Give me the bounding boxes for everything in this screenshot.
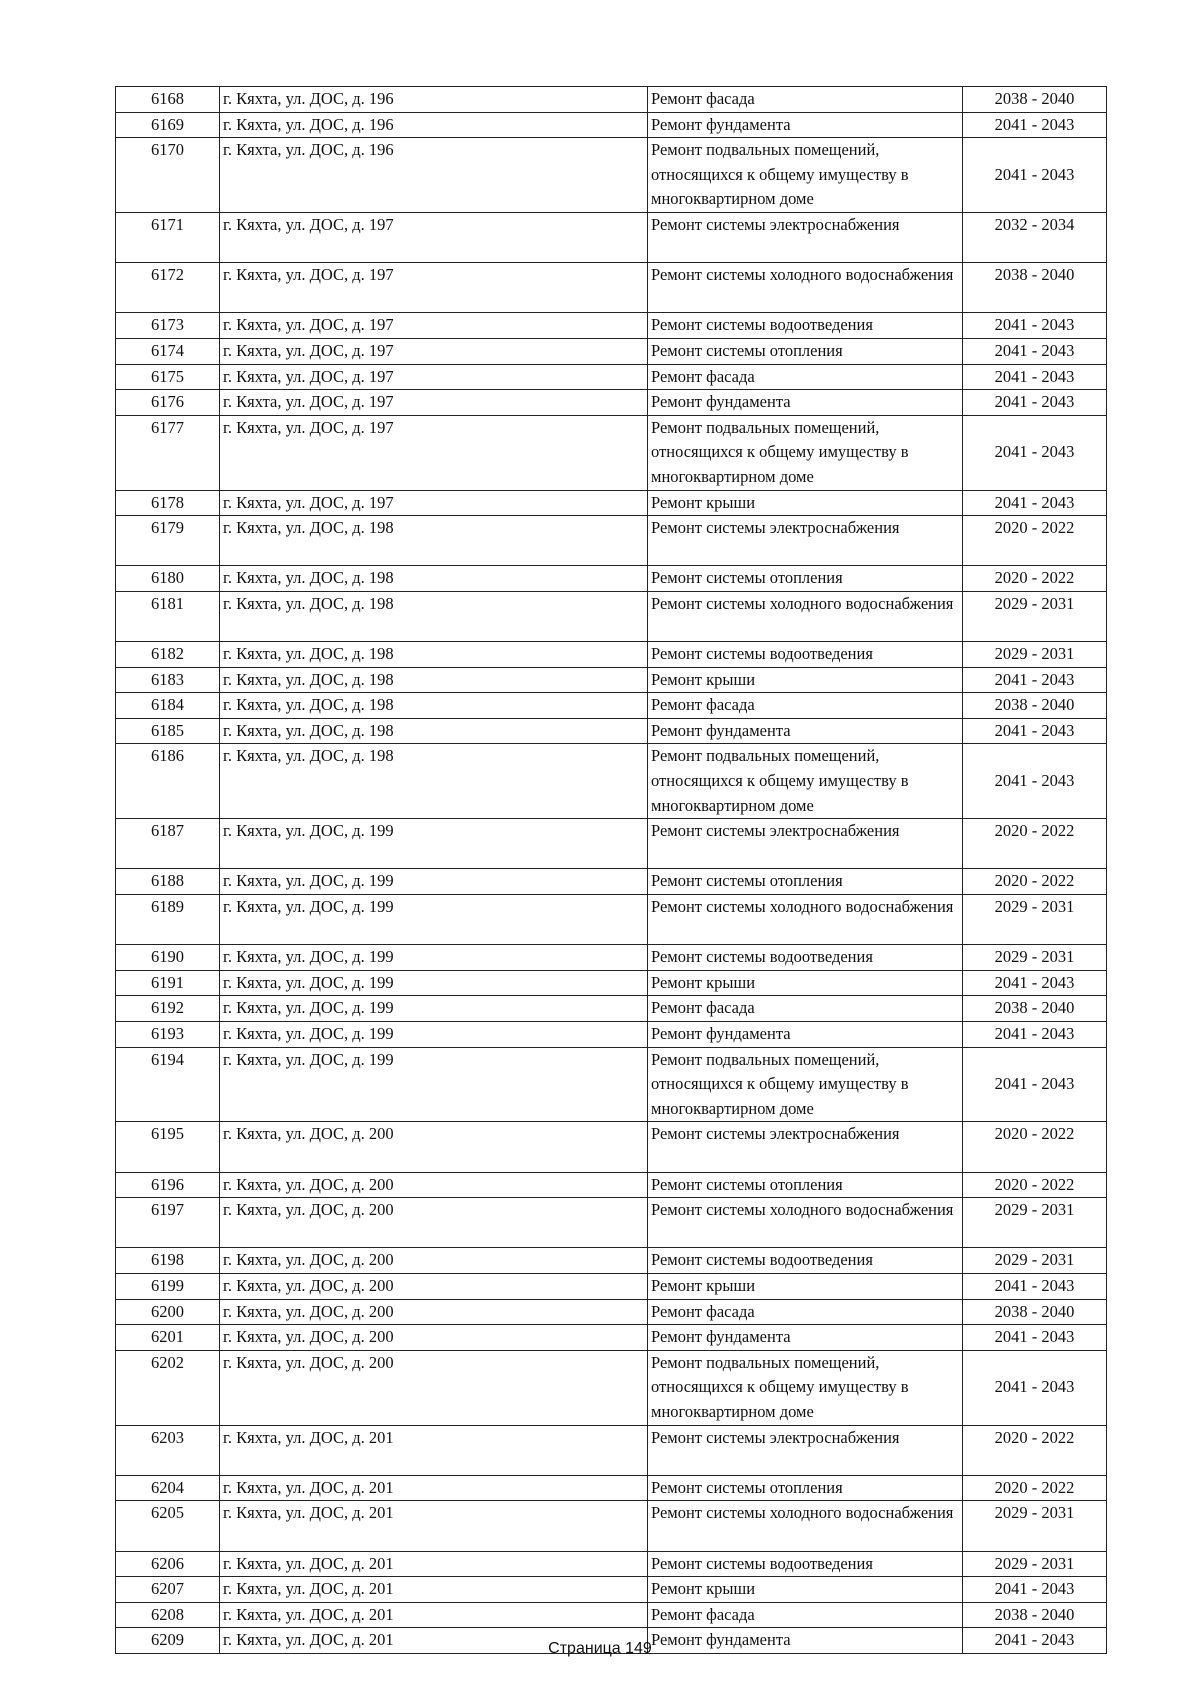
table-row: [116, 642, 1107, 668]
work-type-cell: Ремонт крыши: [648, 667, 963, 693]
table-row: [116, 970, 1107, 996]
table-row: [116, 1325, 1107, 1351]
period-cell: 2041 - 2043: [963, 1577, 1107, 1603]
row-number-cell: 6169: [116, 112, 220, 138]
table-row: [116, 138, 1107, 213]
work-type-cell: Ремонт фасада: [648, 693, 963, 719]
table-row: [116, 1551, 1107, 1577]
table-row: [116, 490, 1107, 516]
row-number-cell: 6173: [116, 313, 220, 339]
work-type-cell: Ремонт фасада: [648, 87, 963, 113]
work-type-cell: Ремонт крыши: [648, 1577, 963, 1603]
table-row: [116, 1602, 1107, 1628]
address-cell: г. Кяхта, ул. ДОС, д. 197: [220, 415, 648, 490]
row-number-cell: 6180: [116, 566, 220, 592]
address-cell: г. Кяхта, ул. ДОС, д. 197: [220, 490, 648, 516]
row-number-cell: 6182: [116, 642, 220, 668]
row-number-cell: 6170: [116, 138, 220, 213]
period-cell: 2041 - 2043: [963, 490, 1107, 516]
period-cell: 2041 - 2043: [963, 1350, 1107, 1425]
period-cell: 2029 - 2031: [963, 1501, 1107, 1551]
table-row: [116, 313, 1107, 339]
address-cell: г. Кяхта, ул. ДОС, д. 198: [220, 693, 648, 719]
work-type-cell: Ремонт фундамента: [648, 1022, 963, 1048]
period-cell: 2041 - 2043: [963, 1273, 1107, 1299]
work-type-cell: Ремонт фундамента: [648, 112, 963, 138]
address-cell: г. Кяхта, ул. ДОС, д. 201: [220, 1628, 648, 1654]
table-row: [116, 819, 1107, 869]
table-row: [116, 1475, 1107, 1501]
table-row: [116, 693, 1107, 719]
work-type-cell: Ремонт фундамента: [648, 718, 963, 744]
work-type-cell: Ремонт системы электроснабжения: [648, 212, 963, 262]
address-cell: г. Кяхта, ул. ДОС, д. 200: [220, 1122, 648, 1172]
work-type-cell: Ремонт крыши: [648, 1273, 963, 1299]
period-cell: 2041 - 2043: [963, 970, 1107, 996]
period-cell: 2038 - 2040: [963, 996, 1107, 1022]
table-row: [116, 1501, 1107, 1551]
row-number-cell: 6168: [116, 87, 220, 113]
work-type-cell: Ремонт фасада: [648, 1299, 963, 1325]
period-cell: 2020 - 2022: [963, 516, 1107, 566]
address-cell: г. Кяхта, ул. ДОС, д. 199: [220, 869, 648, 895]
table-row: [116, 1022, 1107, 1048]
period-cell: 2041 - 2043: [963, 1022, 1107, 1048]
address-cell: г. Кяхта, ул. ДОС, д. 201: [220, 1551, 648, 1577]
address-cell: г. Кяхта, ул. ДОС, д. 199: [220, 895, 648, 945]
period-cell: 2029 - 2031: [963, 945, 1107, 971]
period-cell: 2020 - 2022: [963, 566, 1107, 592]
address-cell: г. Кяхта, ул. ДОС, д. 197: [220, 364, 648, 390]
row-number-cell: 6174: [116, 338, 220, 364]
work-type-cell: Ремонт фундамента: [648, 390, 963, 416]
work-type-cell: Ремонт подвальных помещений, относящихся к общему имуществу в многоквартирном доме: [648, 1047, 963, 1122]
address-cell: г. Кяхта, ул. ДОС, д. 197: [220, 212, 648, 262]
period-cell: 2041 - 2043: [963, 415, 1107, 490]
address-cell: г. Кяхта, ул. ДОС, д. 197: [220, 313, 648, 339]
row-number-cell: 6204: [116, 1475, 220, 1501]
work-type-cell: Ремонт фундамента: [648, 1628, 963, 1654]
period-cell: 2020 - 2022: [963, 1172, 1107, 1198]
work-type-cell: Ремонт системы водоотведения: [648, 313, 963, 339]
work-type-cell: Ремонт системы холодного водоснабжения: [648, 1501, 963, 1551]
address-cell: г. Кяхта, ул. ДОС, д. 197: [220, 338, 648, 364]
address-cell: г. Кяхта, ул. ДОС, д. 200: [220, 1325, 648, 1351]
work-type-cell: Ремонт системы электроснабжения: [648, 1122, 963, 1172]
address-cell: г. Кяхта, ул. ДОС, д. 198: [220, 516, 648, 566]
period-cell: 2041 - 2043: [963, 390, 1107, 416]
period-cell: 2041 - 2043: [963, 667, 1107, 693]
table-row: [116, 1122, 1107, 1172]
period-cell: 2029 - 2031: [963, 591, 1107, 641]
row-number-cell: 6184: [116, 693, 220, 719]
repair-schedule-table: [115, 86, 1107, 1654]
table-row: [116, 1299, 1107, 1325]
address-cell: г. Кяхта, ул. ДОС, д. 201: [220, 1501, 648, 1551]
address-cell: г. Кяхта, ул. ДОС, д. 198: [220, 667, 648, 693]
address-cell: г. Кяхта, ул. ДОС, д. 201: [220, 1577, 648, 1603]
period-cell: 2041 - 2043: [963, 364, 1107, 390]
work-type-cell: Ремонт системы отопления: [648, 566, 963, 592]
period-cell: 2041 - 2043: [963, 112, 1107, 138]
work-type-cell: Ремонт фасада: [648, 364, 963, 390]
address-cell: г. Кяхта, ул. ДОС, д. 197: [220, 390, 648, 416]
period-cell: 2041 - 2043: [963, 138, 1107, 213]
table-row: [116, 112, 1107, 138]
row-number-cell: 6188: [116, 869, 220, 895]
work-type-cell: Ремонт системы отопления: [648, 869, 963, 895]
address-cell: г. Кяхта, ул. ДОС, д. 201: [220, 1475, 648, 1501]
address-cell: г. Кяхта, ул. ДОС, д. 199: [220, 996, 648, 1022]
address-cell: г. Кяхта, ул. ДОС, д. 199: [220, 945, 648, 971]
period-cell: 2020 - 2022: [963, 1425, 1107, 1475]
table-row: [116, 1577, 1107, 1603]
work-type-cell: Ремонт системы холодного водоснабжения: [648, 895, 963, 945]
work-type-cell: Ремонт фасада: [648, 1602, 963, 1628]
address-cell: г. Кяхта, ул. ДОС, д. 201: [220, 1425, 648, 1475]
work-type-cell: Ремонт системы отопления: [648, 338, 963, 364]
work-type-cell: Ремонт крыши: [648, 490, 963, 516]
table-row: [116, 338, 1107, 364]
period-cell: 2038 - 2040: [963, 263, 1107, 313]
row-number-cell: 6176: [116, 390, 220, 416]
address-cell: г. Кяхта, ул. ДОС, д. 200: [220, 1172, 648, 1198]
work-type-cell: Ремонт подвальных помещений, относящихся к общему имуществу в многоквартирном доме: [648, 415, 963, 490]
table-row: [116, 566, 1107, 592]
work-type-cell: Ремонт фундамента: [648, 1325, 963, 1351]
row-number-cell: 6191: [116, 970, 220, 996]
row-number-cell: 6171: [116, 212, 220, 262]
work-type-cell: Ремонт крыши: [648, 970, 963, 996]
table-row: [116, 667, 1107, 693]
address-cell: г. Кяхта, ул. ДОС, д. 199: [220, 819, 648, 869]
work-type-cell: Ремонт системы водоотведения: [648, 1248, 963, 1274]
address-cell: г. Кяхта, ул. ДОС, д. 200: [220, 1248, 648, 1274]
row-number-cell: 6205: [116, 1501, 220, 1551]
row-number-cell: 6207: [116, 1577, 220, 1603]
address-cell: г. Кяхта, ул. ДОС, д. 201: [220, 1602, 648, 1628]
period-cell: 2041 - 2043: [963, 338, 1107, 364]
row-number-cell: 6196: [116, 1172, 220, 1198]
address-cell: г. Кяхта, ул. ДОС, д. 198: [220, 566, 648, 592]
period-cell: 2038 - 2040: [963, 1299, 1107, 1325]
row-number-cell: 6179: [116, 516, 220, 566]
table-row: [116, 1172, 1107, 1198]
table-row: [116, 1425, 1107, 1475]
row-number-cell: 6183: [116, 667, 220, 693]
table-row: [116, 212, 1107, 262]
table-row: [116, 516, 1107, 566]
address-cell: г. Кяхта, ул. ДОС, д. 200: [220, 1273, 648, 1299]
work-type-cell: Ремонт подвальных помещений, относящихся к общему имуществу в многоквартирном доме: [648, 744, 963, 819]
table-row: [116, 1198, 1107, 1248]
row-number-cell: 6198: [116, 1248, 220, 1274]
period-cell: 2038 - 2040: [963, 693, 1107, 719]
address-cell: г. Кяхта, ул. ДОС, д. 198: [220, 591, 648, 641]
row-number-cell: 6172: [116, 263, 220, 313]
row-number-cell: 6186: [116, 744, 220, 819]
address-cell: г. Кяхта, ул. ДОС, д. 196: [220, 87, 648, 113]
period-cell: 2041 - 2043: [963, 313, 1107, 339]
work-type-cell: Ремонт системы водоотведения: [648, 945, 963, 971]
table-body: [116, 87, 1107, 1654]
period-cell: 2029 - 2031: [963, 895, 1107, 945]
period-cell: 2020 - 2022: [963, 869, 1107, 895]
row-number-cell: 6187: [116, 819, 220, 869]
table-row: [116, 1248, 1107, 1274]
row-number-cell: 6190: [116, 945, 220, 971]
work-type-cell: Ремонт подвальных помещений, относящихся к общему имуществу в многоквартирном доме: [648, 1350, 963, 1425]
period-cell: 2029 - 2031: [963, 1248, 1107, 1274]
period-cell: 2038 - 2040: [963, 87, 1107, 113]
row-number-cell: 6195: [116, 1122, 220, 1172]
period-cell: 2041 - 2043: [963, 1325, 1107, 1351]
work-type-cell: Ремонт системы электроснабжения: [648, 516, 963, 566]
address-cell: г. Кяхта, ул. ДОС, д. 199: [220, 1047, 648, 1122]
row-number-cell: 6199: [116, 1273, 220, 1299]
address-cell: г. Кяхта, ул. ДОС, д. 198: [220, 718, 648, 744]
address-cell: г. Кяхта, ул. ДОС, д. 198: [220, 744, 648, 819]
table-row: [116, 945, 1107, 971]
row-number-cell: 6175: [116, 364, 220, 390]
address-cell: г. Кяхта, ул. ДОС, д. 199: [220, 970, 648, 996]
row-number-cell: 6208: [116, 1602, 220, 1628]
row-number-cell: 6202: [116, 1350, 220, 1425]
table-row: [116, 591, 1107, 641]
address-cell: г. Кяхта, ул. ДОС, д. 199: [220, 1022, 648, 1048]
table-row: [116, 263, 1107, 313]
address-cell: г. Кяхта, ул. ДОС, д. 196: [220, 138, 648, 213]
work-type-cell: Ремонт системы электроснабжения: [648, 1425, 963, 1475]
period-cell: 2038 - 2040: [963, 1602, 1107, 1628]
period-cell: 2029 - 2031: [963, 1198, 1107, 1248]
row-number-cell: 6201: [116, 1325, 220, 1351]
address-cell: г. Кяхта, ул. ДОС, д. 200: [220, 1350, 648, 1425]
work-type-cell: Ремонт подвальных помещений, относящихся к общему имуществу в многоквартирном доме: [648, 138, 963, 213]
table-row: [116, 996, 1107, 1022]
period-cell: 2041 - 2043: [963, 1628, 1107, 1654]
period-cell: 2041 - 2043: [963, 1047, 1107, 1122]
row-number-cell: 6192: [116, 996, 220, 1022]
row-number-cell: 6200: [116, 1299, 220, 1325]
work-type-cell: Ремонт системы отопления: [648, 1172, 963, 1198]
period-cell: 2041 - 2043: [963, 718, 1107, 744]
row-number-cell: 6189: [116, 895, 220, 945]
work-type-cell: Ремонт системы отопления: [648, 1475, 963, 1501]
work-type-cell: Ремонт системы холодного водоснабжения: [648, 263, 963, 313]
period-cell: 2041 - 2043: [963, 744, 1107, 819]
table-row: [116, 415, 1107, 490]
table-row: [116, 895, 1107, 945]
table-row: [116, 390, 1107, 416]
period-cell: 2029 - 2031: [963, 642, 1107, 668]
work-type-cell: Ремонт системы водоотведения: [648, 642, 963, 668]
row-number-cell: 6193: [116, 1022, 220, 1048]
row-number-cell: 6185: [116, 718, 220, 744]
table-row: [116, 744, 1107, 819]
work-type-cell: Ремонт системы холодного водоснабжения: [648, 591, 963, 641]
page-number: Страница 149: [548, 1640, 652, 1657]
table-row: [116, 1047, 1107, 1122]
table-row: [116, 869, 1107, 895]
table-row: [116, 1273, 1107, 1299]
period-cell: 2029 - 2031: [963, 1551, 1107, 1577]
row-number-cell: 6209: [116, 1628, 220, 1654]
address-cell: г. Кяхта, ул. ДОС, д. 200: [220, 1198, 648, 1248]
work-type-cell: Ремонт системы холодного водоснабжения: [648, 1198, 963, 1248]
period-cell: 2020 - 2022: [963, 1122, 1107, 1172]
row-number-cell: 6177: [116, 415, 220, 490]
row-number-cell: 6194: [116, 1047, 220, 1122]
row-number-cell: 6178: [116, 490, 220, 516]
address-cell: г. Кяхта, ул. ДОС, д. 198: [220, 642, 648, 668]
address-cell: г. Кяхта, ул. ДОС, д. 200: [220, 1299, 648, 1325]
row-number-cell: 6203: [116, 1425, 220, 1475]
work-type-cell: Ремонт системы водоотведения: [648, 1551, 963, 1577]
row-number-cell: 6206: [116, 1551, 220, 1577]
period-cell: 2020 - 2022: [963, 819, 1107, 869]
page-footer: [0, 1640, 1200, 1658]
table-row: [116, 718, 1107, 744]
row-number-cell: 6197: [116, 1198, 220, 1248]
work-type-cell: Ремонт системы электроснабжения: [648, 819, 963, 869]
address-cell: г. Кяхта, ул. ДОС, д. 197: [220, 263, 648, 313]
table-row: [116, 364, 1107, 390]
table-row: [116, 87, 1107, 113]
address-cell: г. Кяхта, ул. ДОС, д. 196: [220, 112, 648, 138]
row-number-cell: 6181: [116, 591, 220, 641]
table-row: [116, 1350, 1107, 1425]
period-cell: 2020 - 2022: [963, 1475, 1107, 1501]
period-cell: 2032 - 2034: [963, 212, 1107, 262]
work-type-cell: Ремонт фасада: [648, 996, 963, 1022]
